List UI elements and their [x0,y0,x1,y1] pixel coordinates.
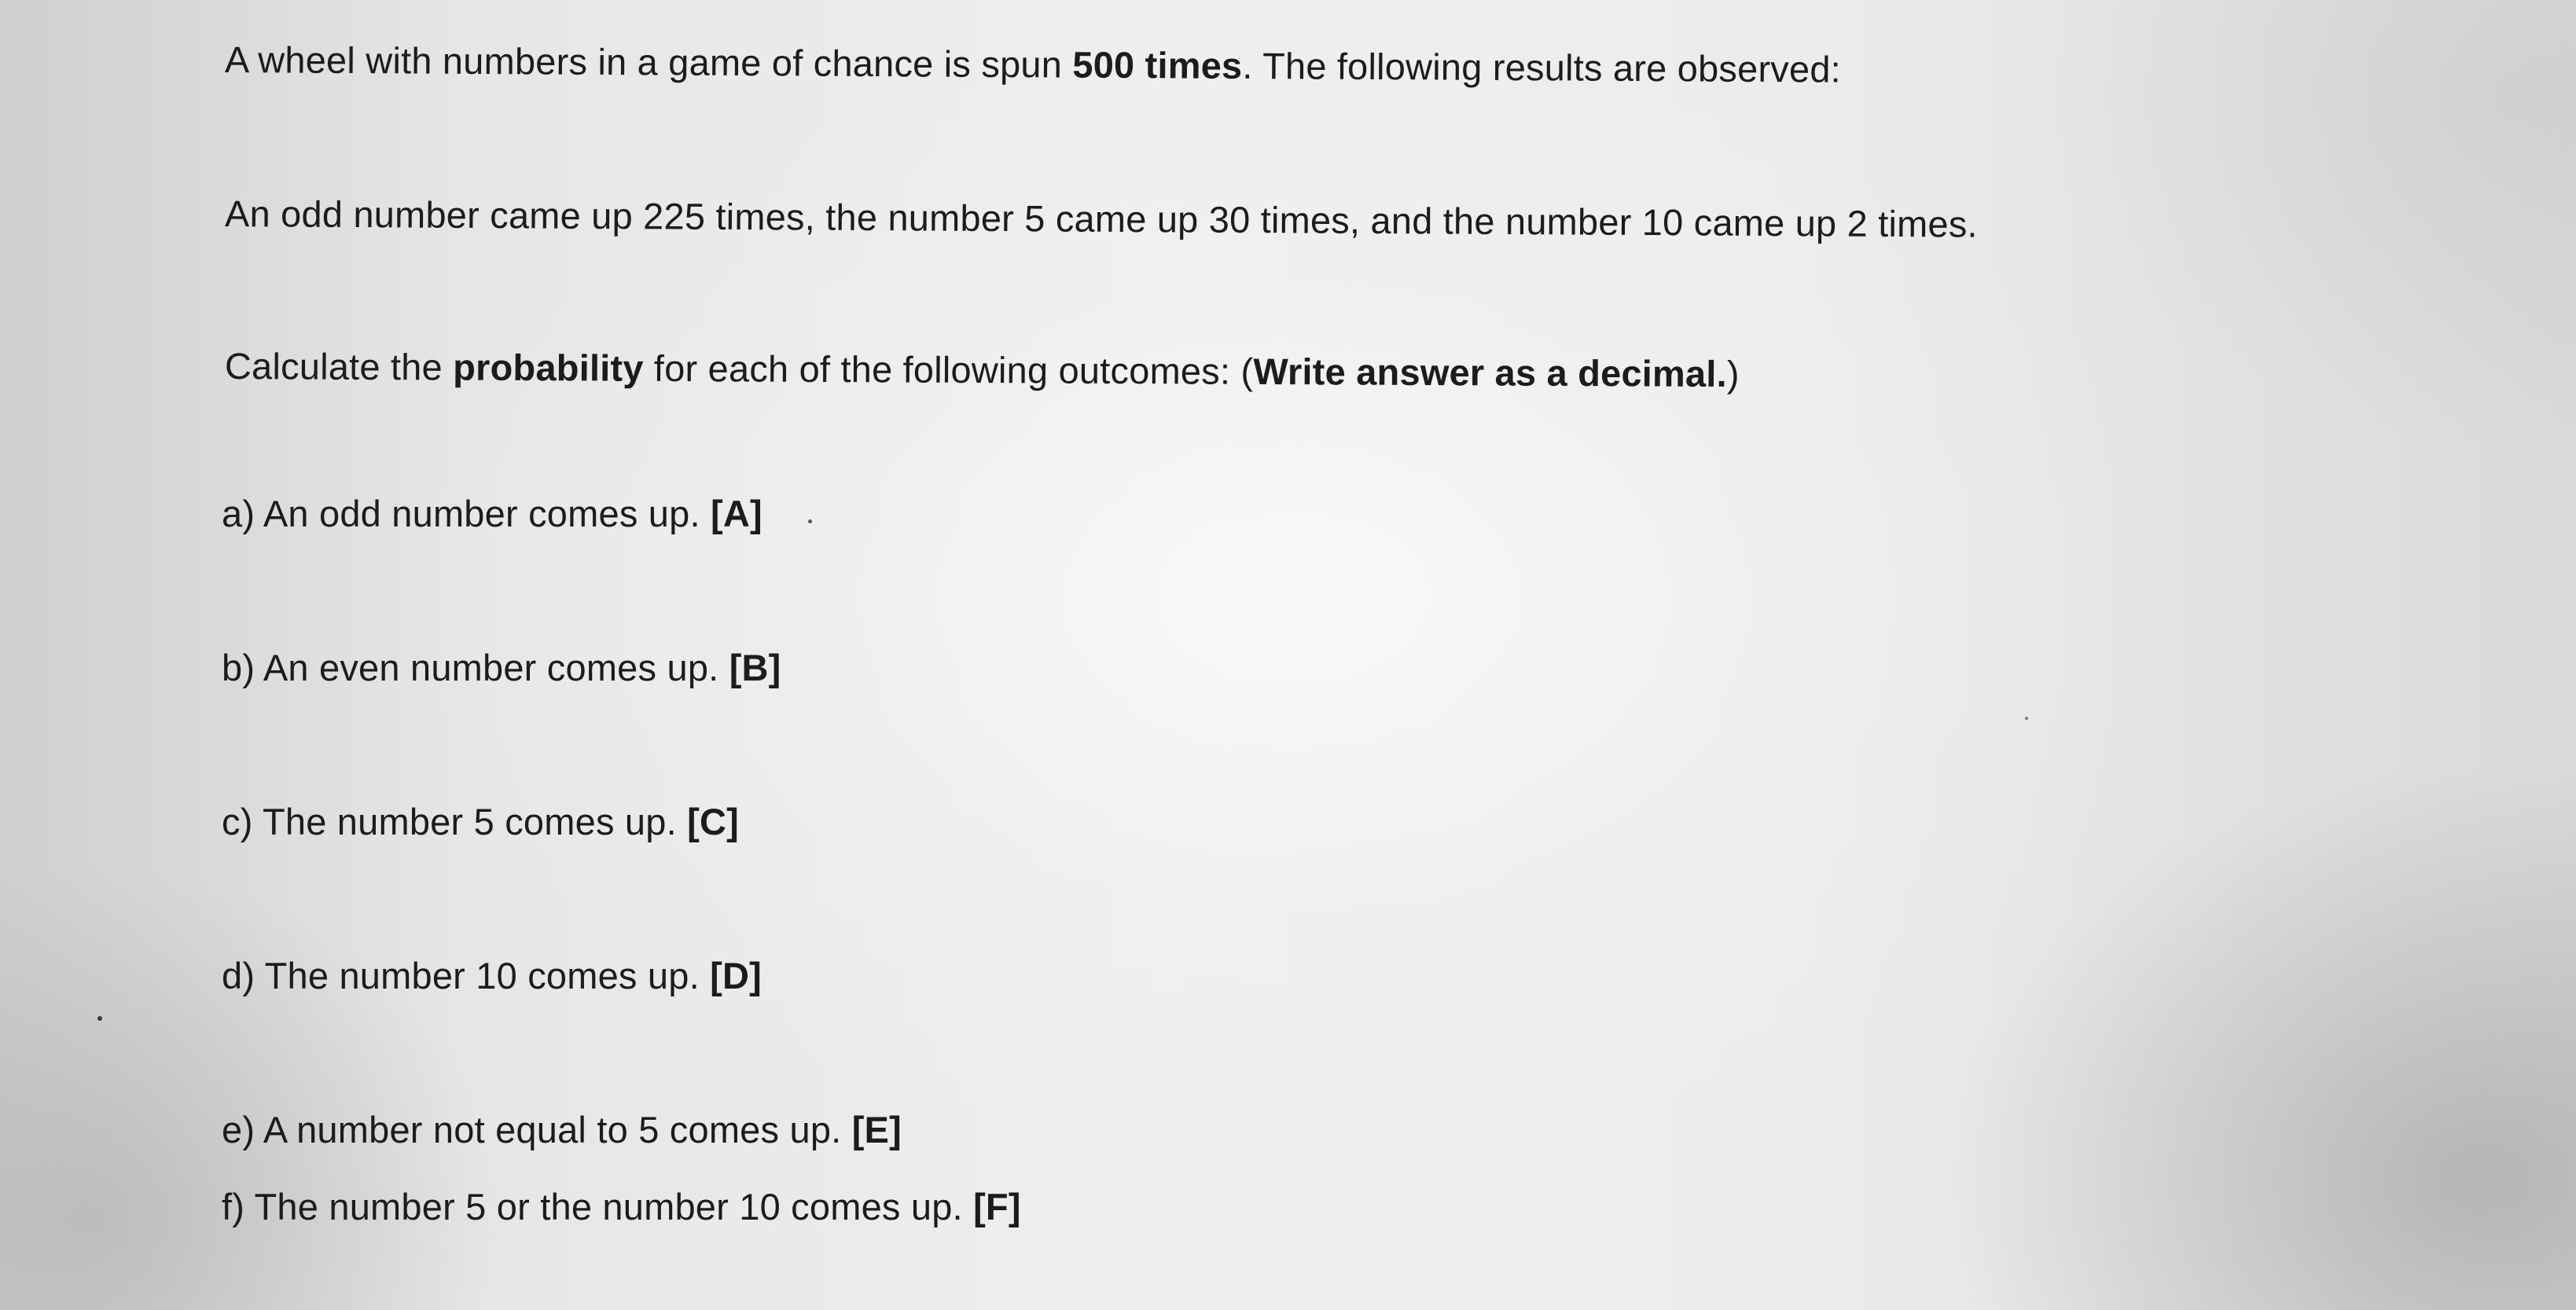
intro-text: A wheel with numbers in a game of chance is spun [224,39,1073,86]
intro-spin-count: 500 times [1072,43,1243,86]
answer-blank-e[interactable]: [E] [851,1109,902,1150]
question-d-text: d) The number 10 comes up. [222,955,711,996]
instruction-text: Calculate the [224,345,454,388]
instruction [225,344,1740,396]
instruction-text-end: ) [1726,353,1740,395]
instruction-text-middle: for each of the following outcomes: ( [643,347,1254,392]
question-a [222,492,763,536]
question-f [222,1185,1021,1229]
question-e-text: e) A number not equal to 5 comes up. [222,1109,852,1150]
observed-results: An odd number came up 225 times, the number 5 came up 30 times, and the number 10 came up 2 times. [224,193,1978,245]
question-d [222,954,762,998]
instruction-decimal-note: Write answer as a decimal. [1253,350,1728,395]
question-a-text: a) An odd number comes up. [222,493,711,534]
answer-blank-d[interactable]: [D] [710,955,762,996]
dust-speck [808,519,812,523]
question-c [222,800,739,844]
question-c-text: c) The number 5 comes up. [222,801,688,842]
question-e [222,1108,902,1152]
question-b [222,646,781,690]
problem-intro [225,38,1841,92]
answer-blank-a[interactable]: [A] [710,493,763,534]
question-f-text: f) The number 5 or the number 10 comes up. [222,1186,974,1227]
dust-speck [97,1016,102,1021]
answer-blank-f[interactable]: [F] [973,1186,1021,1227]
dust-speck [2025,717,2028,720]
answer-blank-b[interactable]: [B] [729,647,781,688]
question-b-text: b) An even number comes up. [222,647,729,688]
answer-blank-c[interactable]: [C] [687,801,739,842]
intro-text-end: . The following results are observed: [1242,44,1842,90]
instruction-probability: probability [453,346,644,389]
